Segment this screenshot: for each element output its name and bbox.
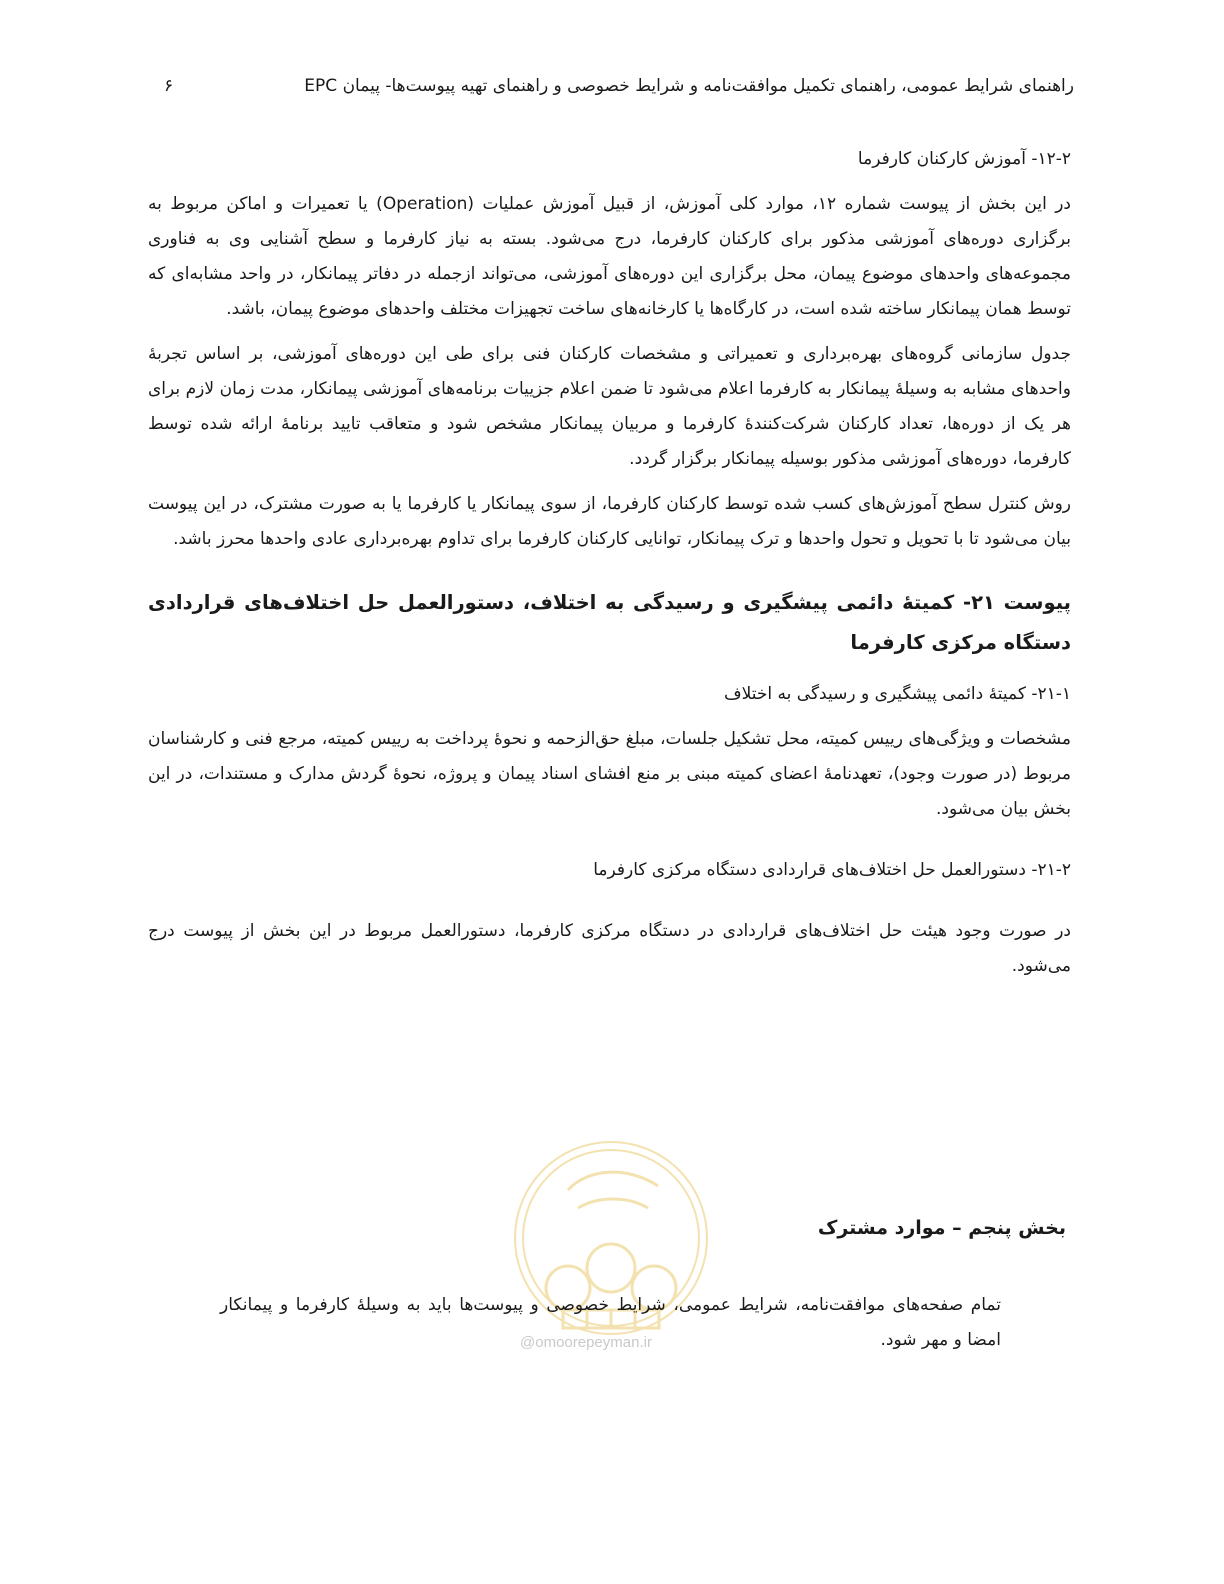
main-content xyxy=(148,142,1071,994)
section-5-paragraph: تمام صفحه‌های موافقت‌نامه، شرایط عمومی، شرایط خصوصی و پیوست‌ها باید به وسیلهٔ کارفرما و پیمانکار امضا و مهر شود. xyxy=(220,1295,1001,1350)
section-12-2-paragraph-2: جدول سازمانی گروه‌های بهره‌برداری و تعمیراتی و مشخصات کارکنان فنی برای طی این دوره‌های آموزشی، بر اساس تجربهٔ واحدهای مشابه به وسیلهٔ پیمانکار به کارفرما اعلام می‌شود تا ضمن اعلام جزییات برنامه‌های آموزشی پیمانکار، مدت زمان لازم برای هر یک از دوره‌ها، تعداد کارکنان شرکت‌کنندهٔ کارفرما و مربیان پیمانکار مشخص شود و متعاقب تایید برنامهٔ ارائه شده توسط کارفرما، دوره‌های آموزشی مذکور بوسیله پیمانکار برگزار گردد. xyxy=(148,344,1071,469)
section-5-heading: بخش پنجم – موارد مشترک xyxy=(817,1217,1066,1239)
section-12-2-paragraph-3: روش کنترل سطح آموزش‌های کسب شده توسط کارکنان کارفرما، از سوی پیمانکار یا کارفرما یا به صورت مشترک، در این پیوست بیان می‌شود تا با تحویل و تحول واحدها و ترک پیمانکار، توانایی کارکنان کارفرما برای تداوم بهره‌برداری عادی واحدها محرز باشد. xyxy=(148,494,1071,549)
section-12-2-heading: ۱۲-۲- آموزش کارکنان کارفرما xyxy=(857,149,1071,169)
section-12-2-paragraph-1: در این بخش از پیوست شماره ۱۲، موارد کلی آموزش، از قبیل آموزش عملیات (Operation) یا تعمیرات و اماکن مربوط به برگزاری دوره‌های آموزشی مذکور برای کارکنان کارفرما، درج می‌شود. بسته به نیاز کارفرما و سطح آشنایی وی به فناوری مجموعه‌های واحدهای موضوع پیمان، محل برگزاری این دوره‌های آموزشی، می‌تواند ازجمله در دفاتر پیمانکار، در واحد مشابه‌ای که توسط همان پیمانکار ساخته شده است، در کارگاه‌ها یا کارخانه‌های ساخت تجهیزات مختلف واحدهای موضوع پیمان، باشد. xyxy=(148,194,1071,319)
appendix-21-1-paragraph: مشخصات و ویژگی‌های رییس کمیته، محل تشکیل جلسات، مبلغ حق‌الزحمه و نحوهٔ پرداخت به رییس کمیته، مرجع فنی و کارشناسان مربوط (در صورت وجود)، تعهدنامهٔ اعضای کمیته مبنی بر منع افشای اسناد پیمان و پروژه، نحوهٔ گردش مدارک و مستندات، در این بخش بیان می‌شود. xyxy=(148,729,1071,819)
appendix-21-1-heading: ۲۱-۱- کمیتهٔ دائمی پیشگیری و رسیدگی به اختلاف xyxy=(724,684,1071,704)
page-header xyxy=(150,76,1074,106)
appendix-21-title: پیوست ۲۱- کمیتهٔ دائمی پیشگیری و رسیدگی به اختلاف، دستورالعمل حل اختلاف‌های قراردادی دستگاه مرکزی کارفرما xyxy=(148,591,1071,654)
running-title: راهنمای شرایط عمومی، راهنمای تکمیل موافقت‌نامه و شرایط خصوصی و راهنمای تهیه پیوست‌ها- پیمان EPC xyxy=(304,76,1074,96)
page-number: ۶ xyxy=(164,76,174,96)
appendix-21-2-paragraph: در صورت وجود هیئت حل اختلاف‌های قراردادی در دستگاه مرکزی کارفرما، دستورالعمل مربوط در این بخش از پیوست درج می‌شود. xyxy=(148,921,1071,976)
watermark-site-text: @omoorepeyman.ir xyxy=(520,1334,652,1351)
appendix-21-2-heading: ۲۱-۲- دستورالعمل حل اختلاف‌های قراردادی دستگاه مرکزی کارفرما xyxy=(593,860,1071,880)
